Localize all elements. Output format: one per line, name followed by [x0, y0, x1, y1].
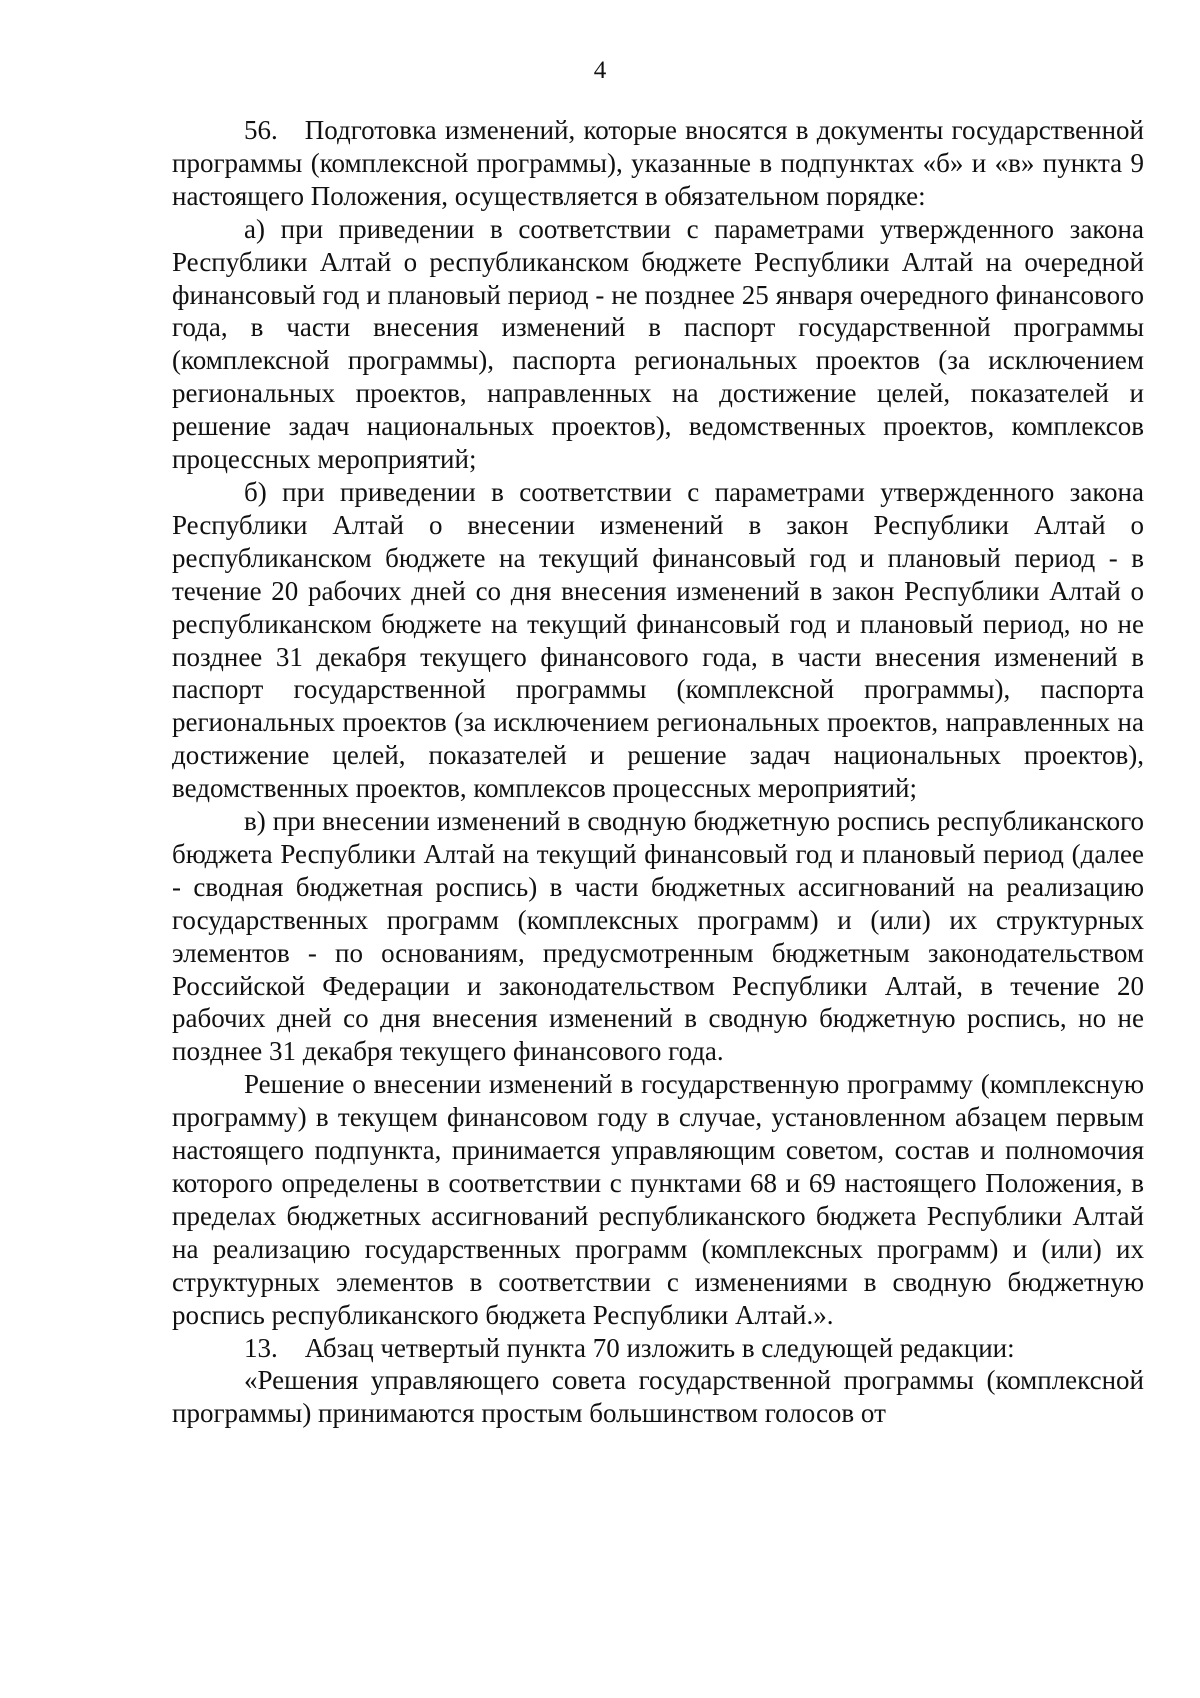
paragraph-subitem-b: б) при приведении в соответствии с параметрами утвержденного закона Республики Алтай о внесении изменений в закон Республики Алтай о республиканском бюджете на текущий финансовый год и плановый период - в течение 20 рабочих дней со дня внесения изменений в закон Республики Алтай о республиканском бюджете на текущий финансовый год и плановый период, но не позднее 31 декабря текущего финансового года, в части внесения изменений в паспорт государственной программы (комплексной программы), паспорта региональных проектов (за исключением региональных проектов, направленных на достижение целей, показателей и решение задач национальных проектов), ведомственных проектов, комплексов процессных мероприятий;	[172, 476, 1144, 804]
document-body	[172, 114, 1144, 1430]
paragraph-item-56: 56. Подготовка изменений, которые вносятся в документы государственной программы (комплексной программы), указанные в подпунктах «б» и «в» пункта 9 настоящего Положения, осуществляется в обязательном порядке:	[172, 115, 1144, 211]
paragraph-decision: Решение о внесении изменений в государственную программу (комплексную программу) в текущем финансовом году в случае, установленном абзацем первым настоящего подпункта, принимается управляющим советом, состав и полномочия которого определены в соответствии с пунктами 68 и 69 настоящего Положения, в пределах бюджетных ассигнований республиканского бюджета Республики Алтай на реализацию государственных программ (комплексных программ) и (или) их структурных элементов в соответствии с изменениями в сводную бюджетную роспись республиканского бюджета Республики Алтай.».	[172, 1069, 1144, 1330]
paragraph-subitem-v: в) при внесении изменений в сводную бюджетную роспись республиканского бюджета Республики Алтай на текущий финансовый год и плановый период (далее - сводная бюджетная роспись) в части бюджетных ассигнований на реализацию государственных программ (комплексных программ) и (или) их структурных элементов - по основаниям, предусмотренным бюджетным законодательством Российской Федерации и законодательством Республики Алтай, в течение 20 рабочих дней со дня внесения изменений в сводную бюджетную роспись, но не позднее 31 декабря текущего финансового года.	[172, 806, 1144, 1067]
paragraph-item-13: 13. Абзац четвертый пункта 70 изложить в следующей редакции:	[244, 1332, 1015, 1363]
paragraph-subitem-a: а) при приведении в соответствии с параметрами утвержденного закона Республики Алтай о республиканском бюджете Республики Алтай на очередной финансовый год и плановый период - не позднее 25 января очередного финансового года, в части внесения изменений в паспорт государственной программы (комплексной программы), паспорта региональных проектов (за исключением региональных проектов, направленных на достижение целей, показателей и решение задач национальных проектов), ведомственных проектов, комплексов процессных мероприятий;	[172, 213, 1144, 475]
page-number: 4	[593, 57, 607, 84]
paragraph-quote: «Решения управляющего совета государственной программы (комплексной программы) принимаются простым большинством голосов от	[172, 1365, 1144, 1429]
